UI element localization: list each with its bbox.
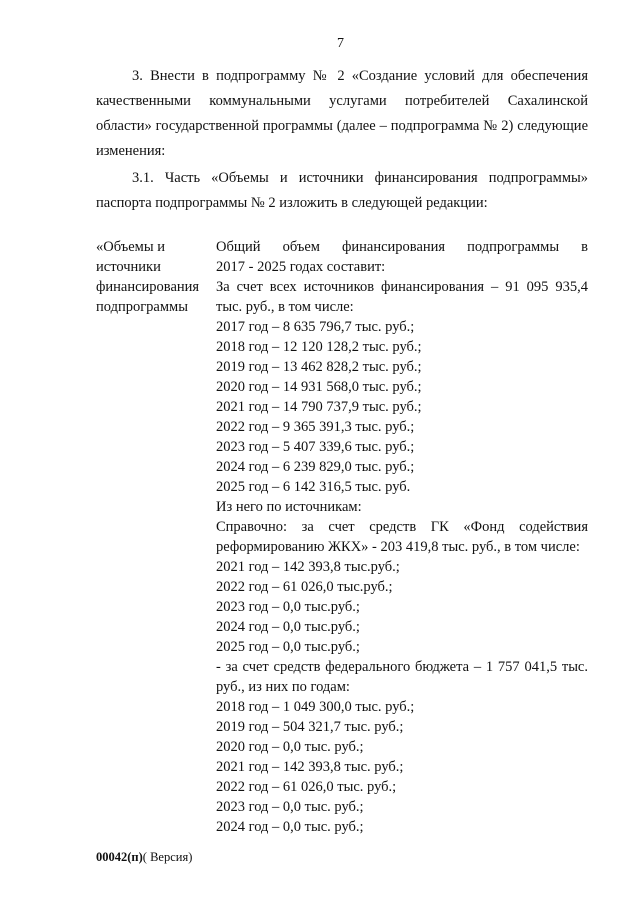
- content-line: 2024 год – 0,0 тыс. руб.;: [216, 819, 364, 835]
- content-line: Из него по источникам:: [216, 499, 362, 515]
- document-code: 00042(п): [96, 850, 143, 864]
- table-label-line: подпрограммы: [96, 299, 188, 315]
- content-line: 2018 год – 1 049 300,0 тыс. руб.;: [216, 699, 415, 715]
- content-line: За счет всех источников финансирования – 91 095 935,4: [216, 279, 588, 295]
- page-number: 7: [337, 36, 344, 51]
- table-label-line: источники: [96, 259, 161, 275]
- content-line: 2025 год – 0,0 тыс.руб.;: [216, 639, 360, 655]
- paragraph-item-3: 3. Внести в подпрограмму № 2 «Создание условий для обеспечения качественными коммунальными услугами потребителей Сахалинской области» государственной программы (далее – подпрограмма № 2) следующие изменения:: [96, 68, 588, 159]
- content-line: 2021 год – 142 393,8 тыс.руб.;: [216, 559, 400, 575]
- content-line: 2022 год – 9 365 391,3 тыс. руб.;: [216, 419, 415, 435]
- content-line: 2023 год – 0,0 тыс.руб.;: [216, 599, 360, 615]
- content-line: 2017 - 2025 годах составит:: [216, 259, 386, 275]
- content-line: 2022 год – 61 026,0 тыс. руб.;: [216, 779, 397, 795]
- content-line: реформированию ЖКХ» - 203 419,8 тыс. руб., в том числе:: [216, 539, 580, 555]
- content-line: 2023 год – 0,0 тыс. руб.;: [216, 799, 364, 815]
- content-line: 2019 год – 13 462 828,2 тыс. руб.;: [216, 359, 422, 375]
- content-line: 2021 год – 14 790 737,9 тыс. руб.;: [216, 399, 422, 415]
- content-line: 2019 год – 504 321,7 тыс. руб.;: [216, 719, 404, 735]
- content-line: Общий объем финансирования подпрограммы в: [216, 239, 588, 255]
- content-line: 2025 год – 6 142 316,5 тыс. руб.: [216, 479, 411, 495]
- content-line: 2023 год – 5 407 339,6 тыс. руб.;: [216, 439, 415, 455]
- content-line: 2020 год – 14 931 568,0 тыс. руб.;: [216, 379, 422, 395]
- paragraph-item-3-1: 3.1. Часть «Объемы и источники финансирования подпрограммы» паспорта подпрограммы № 2 изложить в следующей редакции:: [96, 170, 588, 211]
- financing-table: [96, 237, 588, 837]
- content-line: руб., из них по годам:: [216, 679, 350, 695]
- content-line: 2021 год – 142 393,8 тыс. руб.;: [216, 759, 404, 775]
- content-line: 2018 год – 12 120 128,2 тыс. руб.;: [216, 339, 422, 355]
- document-version: ( Версия): [142, 850, 193, 864]
- table-label-column: [96, 237, 212, 837]
- content-line: 2024 год – 6 239 829,0 тыс. руб.;: [216, 459, 415, 475]
- table-label-line: финансирования: [96, 279, 200, 295]
- content-line: - за счет средств федерального бюджета – 1 757 041,5 тыс.: [216, 659, 588, 675]
- content-line: 2022 год – 61 026,0 тыс.руб.;: [216, 579, 393, 595]
- content-line: 2020 год – 0,0 тыс. руб.;: [216, 739, 364, 755]
- document-footer: [96, 850, 192, 865]
- content-line: 2017 год – 8 635 796,7 тыс. руб.;: [216, 319, 415, 335]
- content-line: тыс. руб., в том числе:: [216, 299, 354, 315]
- table-content-column: [216, 237, 588, 837]
- table-label-line: «Объемы и: [96, 239, 165, 255]
- content-line: 2024 год – 0,0 тыс.руб.;: [216, 619, 360, 635]
- content-line: Справочно: за счет средств ГК «Фонд содействия: [216, 519, 588, 535]
